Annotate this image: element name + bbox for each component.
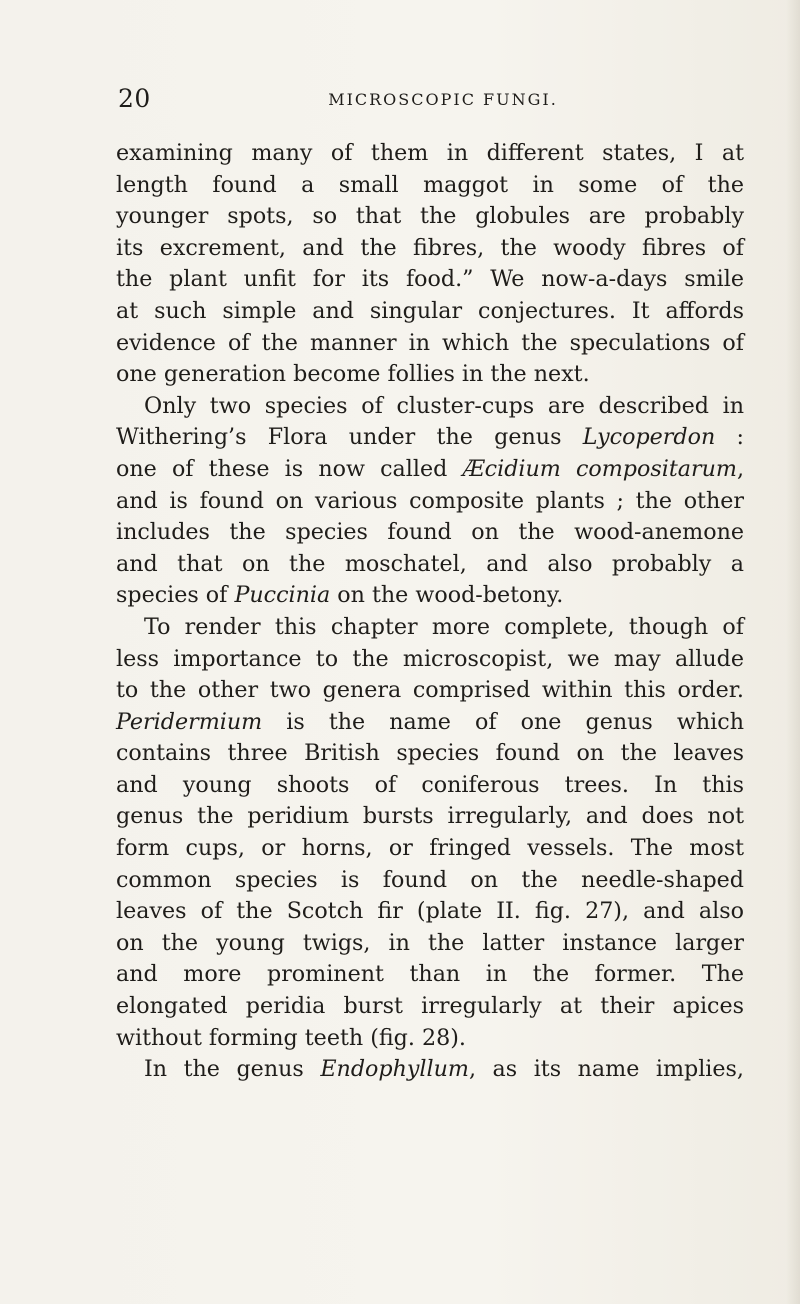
text-run: Withering’s Flora under the genus: [116, 424, 583, 451]
text-line: [116, 170, 744, 202]
text-run: common species is found on the needle-shaped: [116, 866, 744, 893]
text-line: [116, 486, 744, 518]
page-number: 20: [118, 84, 151, 113]
text-run: on the young twigs, in the latter instance larger: [116, 929, 744, 956]
text-line: [116, 328, 744, 360]
text-line: [116, 865, 744, 897]
text-run: Only two species of cluster-cups are described in: [144, 392, 744, 419]
text-run: one of these is now called: [116, 455, 463, 482]
italic-term: Endophyllum: [320, 1056, 469, 1083]
text-line: [116, 1023, 744, 1055]
text-run: and more prominent than in the former. The: [116, 961, 744, 988]
text-run: younger spots, so that the globules are probably: [116, 203, 744, 230]
text-line: [116, 991, 744, 1023]
text-run: evidence of the manner in which the speculations of: [116, 329, 744, 356]
text-line: [116, 738, 744, 770]
text-run: ,: [736, 455, 744, 482]
text-run: is the name of one genus which: [262, 708, 744, 735]
text-run: the plant unfit for its food.” We now-a-days smile: [116, 266, 744, 293]
text-line: [116, 1054, 744, 1086]
text-line: [116, 359, 744, 391]
italic-term: Peridermium: [116, 708, 263, 735]
text-line: [116, 707, 744, 739]
text-line: [116, 833, 744, 865]
text-line: [116, 770, 744, 802]
text-run: to the other two genera comprised within this order.: [116, 677, 744, 704]
text-run: without forming teeth (fig. 28).: [116, 1024, 466, 1051]
text-run: In the genus: [144, 1056, 321, 1083]
text-line: [116, 454, 744, 486]
running-head: [118, 84, 738, 114]
text-line: [116, 422, 744, 454]
text-run: elongated peridia burst irregularly at their apices: [116, 993, 744, 1020]
text-line: [116, 391, 744, 423]
text-line: [116, 264, 744, 296]
text-run: and young shoots of coniferous trees. In this: [116, 771, 744, 798]
text-run: To render this chapter more complete, though of: [144, 613, 744, 640]
page-edge-shadow: [786, 0, 800, 1304]
text-run: its excrement, and the fibres, the woody fibres of: [116, 234, 744, 261]
text-line: [116, 233, 744, 265]
italic-term: Puccinia: [234, 582, 331, 609]
text-run: species of: [116, 582, 235, 609]
text-line: [116, 928, 744, 960]
text-run: :: [715, 424, 744, 451]
text-run: one generation become follies in the next.: [116, 361, 590, 388]
italic-term: Lycoperdon: [582, 424, 716, 451]
text-run: form cups, or horns, or fringed vessels. The most: [116, 835, 744, 862]
text-line: [116, 138, 744, 170]
text-line: [116, 296, 744, 328]
text-line: [116, 801, 744, 833]
text-run: and is found on various composite plants ; the other: [116, 487, 744, 514]
italic-term: Æcidium compositarum: [462, 455, 737, 482]
text-line: [116, 517, 744, 549]
text-line: [116, 580, 744, 612]
text-line: [116, 896, 744, 928]
text-line: [116, 959, 744, 991]
text-line: [116, 644, 744, 676]
text-run: , as its name implies,: [468, 1056, 744, 1083]
running-title: MICROSCOPIC FUNGI.: [328, 90, 558, 109]
body-text: [116, 138, 744, 1086]
text-run: leaves of the Scotch fir (plate II. fig. 27), and also: [116, 898, 744, 925]
text-run: length found a small maggot in some of the: [116, 171, 744, 198]
text-run: contains three British species found on the leaves: [116, 740, 744, 767]
text-run: less importance to the microscopist, we may allude: [116, 645, 744, 672]
text-run: includes the species found on the wood-anemone: [116, 519, 744, 546]
text-line: [116, 201, 744, 233]
text-run: on the wood-betony.: [330, 582, 564, 609]
text-line: [116, 549, 744, 581]
text-run: examining many of them in different states, I at: [116, 140, 744, 166]
text-run: and that on the moschatel, and also probably a: [116, 550, 744, 577]
text-run: genus the peridium bursts irregularly, and does not: [116, 803, 744, 830]
text-line: [116, 675, 744, 707]
text-run: at such simple and singular conjectures. It affords: [116, 297, 744, 324]
text-line: [116, 612, 744, 644]
